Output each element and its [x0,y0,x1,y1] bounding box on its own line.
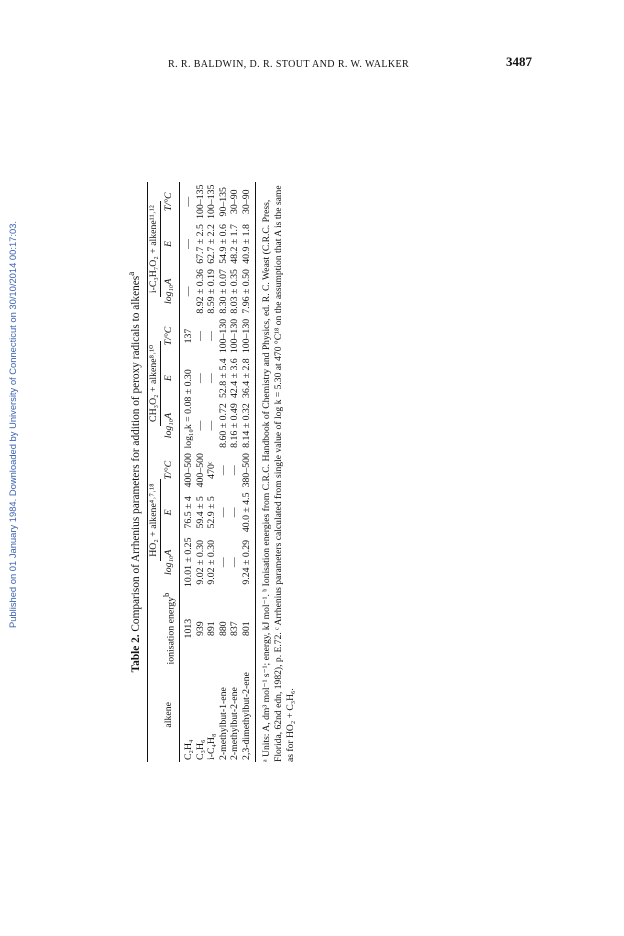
cell-ch3o2-t: 137 [183,328,195,344]
cell-ho2-loga: 9.02 ± 0.30 [194,539,206,585]
cell-ic3h7o2-e: 54.9 ± 0.6 [217,224,229,264]
cell-ch3o2-loga: 8.16 ± 0.49 [229,403,241,448]
cell-ho2-e: 76.5 ± 4 [183,496,195,529]
header-ionisation-spacer [147,590,161,668]
header-ionisation: ionisation energy$^b$ [161,590,179,668]
cell-ic3h7o2-t: 100–135 [194,184,206,219]
header-alkene-spacer [147,668,161,762]
cell-ch3o2-loga: — [206,420,218,431]
cell-ic3h7o2-t: — [183,196,195,207]
cell-ic3h7o2-t: 30–90 [241,182,256,221]
cell-ch3o2-e: — [194,373,206,384]
cell-ch3o2-t: — [194,331,206,341]
cell-ho2-t: 400–500 [183,453,195,488]
footnote-text: ᵃ Units: A, dm³ mol⁻¹ s⁻¹; energy, kJ mol⁻¹. ᵇ Ionisation energies from C.R.C. Handbook of Chemistry and Physics, ed. R. C. Weast (C.R.C. Press, Florida, 62nd edn, 1982), p. E.72. ᶜ Arrhenius parameters calculated from single value of log k = 5.30 at 470 °C¹⁸ on the assumption that A is the same as for HO₂ + C₃H₆. [261,185,297,762]
header-ic3h7o2-group: i-C₃H₇O₂ + alkene¹¹˒¹² [147,182,161,316]
table-label: Table 2. [129,634,142,673]
cell-ic3h7o2-t: 90–135 [217,187,229,217]
table-row [195,182,207,762]
cell-ho2-e: — [229,507,241,518]
header-ho2-t: T/°C [161,451,179,490]
cell-ionisation: 891 [206,621,218,636]
cell-ch3o2-loga: — [194,420,206,431]
arrhenius-table [147,182,256,762]
table-row [180,182,195,762]
cell-ho2-loga: 10.01 ± 0.25 [183,537,195,587]
header-ch3o2-group: CH₃O₂ + alkene⁸˒¹⁰ [147,316,161,450]
cell-ho2-loga: — [229,557,241,568]
cell-ho2-e: 40.0 ± 4.5 [241,490,256,535]
cell-ic3h7o2-e: — [183,239,195,249]
table-row [229,182,241,762]
cell-ch3o2-t: 100–130 [229,318,241,354]
cell-ho2-loga: — [217,557,229,568]
cell-ch3o2-logk: log₁₀k = 0.08 ± 0.30 [183,369,195,449]
cell-ho2-loga: 9.24 ± 0.29 [241,535,256,590]
cell-alkene: C₃H₆ [194,739,206,760]
rotated-table-block [127,182,507,762]
page-number: 3487 [506,54,532,69]
cell-ionisation: 1013 [183,618,195,639]
cell-ch3o2-t: — [206,331,218,341]
cell-alkene: C₂H₄ [183,739,195,760]
cell-ch3o2-e: 52.8 ± 5.4 [217,358,229,398]
cell-ho2-t: — [229,465,241,476]
cell-ic3h7o2-loga: 7.96 ± 0.50 [241,266,256,316]
cell-ic3h7o2-t: 30–90 [229,189,241,214]
header-ho2-loga: log₁₀A [161,535,179,590]
cell-ho2-t: 400–500 [194,453,206,488]
cell-ic3h7o2-e: 62.7 ± 2.2 [206,224,218,264]
cell-ho2-t: 380–500 [241,451,256,490]
cell-ho2-t: — [217,465,229,476]
cell-ionisation: 939 [194,621,206,636]
header-ch3o2-t: T/°C [161,316,179,355]
cell-ch3o2-e: 36.4 ± 2.8 [241,356,256,401]
cell-ch3o2-loga: 8.60 ± 0.72 [217,403,229,448]
cell-ho2-e: 52.9 ± 5 [206,496,218,529]
cell-ch3o2-e: — [206,373,218,384]
cell-ic3h7o2-loga: 8.92 ± 0.36 [194,269,206,314]
header-ic3h7o2-e: E [161,221,179,266]
cell-ho2-e: — [217,507,229,518]
cell-ch3o2-t: 100–130 [217,318,229,354]
cell-ch3o2-e: 42.4 ± 3.6 [229,358,241,398]
cell-ho2-t: 470ᶜ [206,461,218,479]
table-row [218,182,230,762]
cell-ic3h7o2-e: 67.7 ± 2.5 [194,224,206,264]
cell-alkene: 2,3-dimethylbut-2-ene [241,668,256,762]
table-caption [127,182,142,762]
cell-ic3h7o2-loga: 8.59 ± 0.19 [206,269,218,314]
header-ic3h7o2-t: T/°C [161,182,179,221]
download-notice-text: Published on 01 January 1984. Downloaded by University of Connecticut on 30/10/2014 00:17:03. [7,220,19,628]
header-ch3o2-e: E [161,356,179,401]
header-ic3h7o2-loga: log₁₀A [161,266,179,316]
table-title: Comparison of Arrhenius parameters for addition of peroxy radicals to alkenes [129,275,142,632]
cell-ic3h7o2-loga: 8.30 ± 0.07 [217,269,229,314]
header-ho2-group: HO₂ + alkene⁴˒⁷˒¹⁸ [147,451,161,590]
running-head: R. R. BALDWIN, D. R. STOUT AND R. W. WALKER [168,59,410,70]
table-footnotes [261,182,297,762]
cell-ho2-e: 59.4 ± 5 [194,496,206,529]
cell-ic3h7o2-e: 48.2 ± 1.7 [229,224,241,264]
table-row [241,182,256,762]
header-alkene: alkene [161,668,179,762]
cell-ionisation: 880 [217,621,229,636]
cell-alkene: 2-methylbut-2-ene [229,687,241,760]
cell-ic3h7o2-loga: — [183,286,195,297]
cell-alkene: 2-methylbut-1-ene [217,687,229,760]
cell-ch3o2-loga: 8.14 ± 0.32 [241,401,256,451]
cell-ic3h7o2-loga: 8.03 ± 0.35 [229,269,241,314]
header-ch3o2-loga: log₁₀A [161,401,179,451]
cell-ic3h7o2-e: 40.9 ± 1.8 [241,221,256,266]
header-ho2-e: E [161,490,179,535]
table-row [206,182,218,762]
cell-ionisation: 837 [229,621,241,636]
cell-ionisation: 801 [241,590,256,668]
cell-ic3h7o2-t: 100–135 [206,184,218,219]
cell-ho2-loga: 9.02 ± 0.30 [206,539,218,585]
cell-ch3o2-t: 100–130 [241,316,256,355]
table-title-note: a [127,271,137,276]
cell-alkene: i-C₄H₈ [206,733,218,760]
download-notice [6,144,20,704]
